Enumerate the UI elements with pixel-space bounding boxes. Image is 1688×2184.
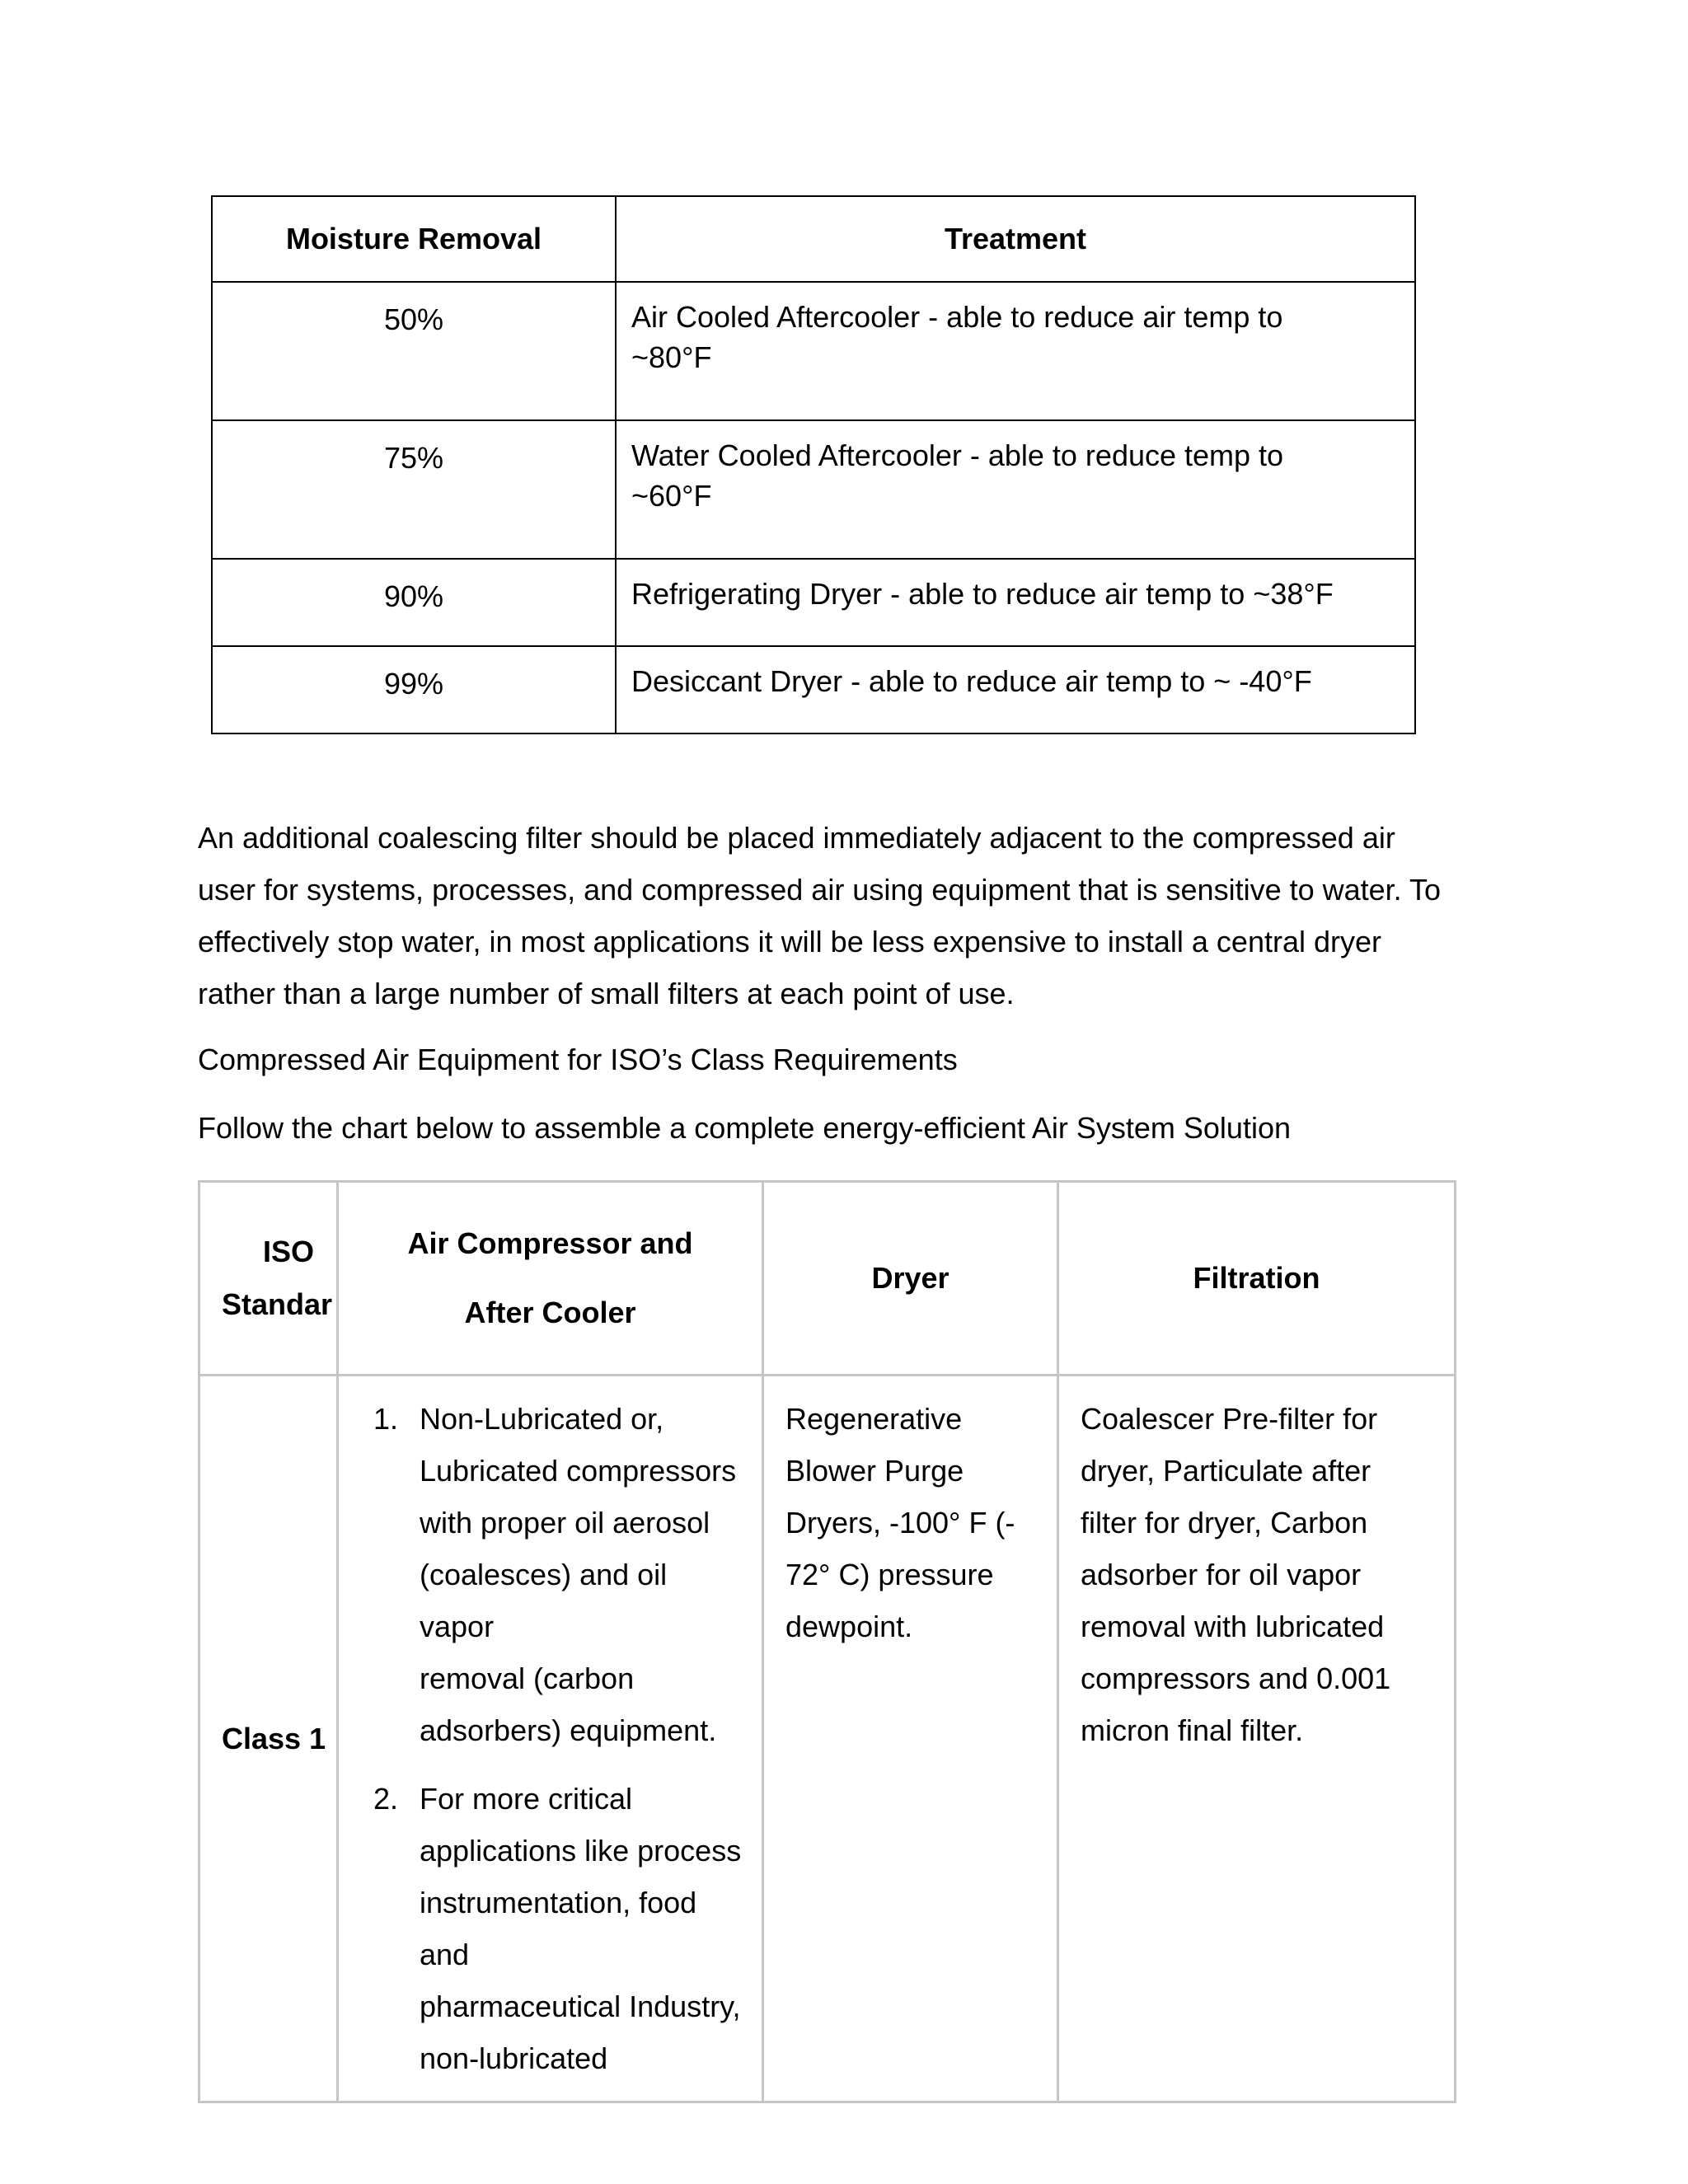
table-header-row	[212, 196, 1415, 282]
chart-instruction-text: Follow the chart below to assemble a complete energy-efficient Air System Solution	[198, 1111, 1291, 1145]
moisture-removal-header: Moisture Removal	[212, 196, 616, 282]
paragraph-line: An additional coalescing filter should be placed immediately adjacent to the compressed air	[198, 821, 1395, 855]
treatment-line: Water Cooled Aftercooler - able to reduce temp to	[631, 438, 1284, 472]
filtration-line: compressors and 0.001	[1081, 1661, 1391, 1695]
filtration-line: removal with lubricated	[1081, 1610, 1385, 1643]
list-number: 2.	[373, 1782, 398, 1816]
list-line: For more critical	[420, 1782, 633, 1816]
class-label: Class 1	[199, 1376, 338, 2102]
list-line: Non-Lubricated or,	[420, 1402, 664, 1436]
compressor-list	[362, 1393, 745, 2084]
list-line: applications like process	[420, 1834, 742, 1868]
dryer-line: 72° C) pressure	[785, 1558, 994, 1591]
list-line: non-lubricated	[420, 2041, 608, 2075]
coalescing-filter-paragraph	[198, 812, 1484, 1019]
list-line: (coalesces) and oil vapor	[420, 1558, 668, 1643]
list-line: Lubricated compressors	[420, 1454, 737, 1488]
compressor-cell	[338, 1376, 763, 2102]
moisture-cell: 90%	[212, 559, 616, 646]
table-row	[212, 559, 1415, 646]
iso-requirements-heading: Compressed Air Equipment for ISO’s Class Requirements	[198, 1043, 958, 1076]
dryer-header: Dryer	[763, 1182, 1058, 1376]
dryer-cell	[763, 1376, 1058, 2102]
paragraph-line: user for systems, processes, and compressed air using equipment that is sensitive to water. To	[198, 873, 1442, 907]
treatment-header: Treatment	[616, 196, 1415, 282]
treatment-line: Desiccant Dryer - able to reduce air temp to ~ -40°F	[631, 664, 1312, 698]
iso-class-table	[198, 1180, 1456, 2103]
paragraph-line: rather than a large number of small filters at each point of use.	[198, 977, 1015, 1010]
treatment-line: Air Cooled Aftercooler - able to reduce air temp to	[631, 300, 1283, 334]
treatment-cell	[616, 282, 1415, 420]
iso-header-line: ISO	[263, 1235, 315, 1268]
filtration-header: Filtration	[1058, 1182, 1456, 1376]
filtration-line: dryer, Particulate after	[1081, 1454, 1372, 1488]
moisture-removal-table	[211, 195, 1416, 734]
filtration-cell	[1058, 1376, 1456, 2102]
table-row	[212, 646, 1415, 733]
filtration-line: filter for dryer, Carbon	[1081, 1506, 1368, 1540]
treatment-cell	[616, 420, 1415, 559]
list-line: instrumentation, food and	[420, 1886, 697, 1971]
dryer-line: Blower Purge	[785, 1454, 964, 1488]
list-item	[362, 1393, 745, 1756]
dryer-line: dewpoint.	[785, 1610, 913, 1643]
iso-standard-header	[199, 1182, 338, 1376]
filtration-line: adsorber for oil vapor	[1081, 1558, 1362, 1591]
compressor-header-line: Air Compressor and	[407, 1226, 693, 1260]
filtration-line: Coalescer Pre-filter for	[1081, 1402, 1378, 1436]
list-line: pharmaceutical Industry,	[420, 1990, 741, 2023]
paragraph-line: effectively stop water, in most applications it will be less expensive to install a central dryer	[198, 925, 1382, 958]
treatment-line: Refrigerating Dryer - able to reduce air temp to ~38°F	[631, 577, 1334, 611]
iso-header-line: Standar	[222, 1287, 333, 1321]
treatment-line: ~80°F	[631, 340, 712, 374]
table-row	[199, 1376, 1456, 2102]
moisture-cell: 50%	[212, 282, 616, 420]
list-line: adsorbers) equipment.	[420, 1713, 717, 1747]
treatment-cell	[616, 646, 1415, 733]
table-row	[212, 420, 1415, 559]
list-line: removal (carbon	[420, 1661, 635, 1695]
treatment-line: ~60°F	[631, 479, 712, 513]
moisture-cell: 99%	[212, 646, 616, 733]
list-line: with proper oil aerosol	[420, 1506, 710, 1540]
compressor-header-line: After Cooler	[464, 1296, 636, 1329]
dryer-line: Dryers, -100° F (-	[785, 1506, 1015, 1540]
table-header-row	[199, 1182, 1456, 1376]
list-number: 1.	[373, 1402, 398, 1436]
list-item	[362, 1773, 745, 2084]
air-compressor-header	[338, 1182, 763, 1376]
table-row	[212, 282, 1415, 420]
dryer-line: Regenerative	[785, 1402, 963, 1436]
treatment-cell	[616, 559, 1415, 646]
filtration-line: micron final filter.	[1081, 1713, 1304, 1747]
moisture-cell: 75%	[212, 420, 616, 559]
